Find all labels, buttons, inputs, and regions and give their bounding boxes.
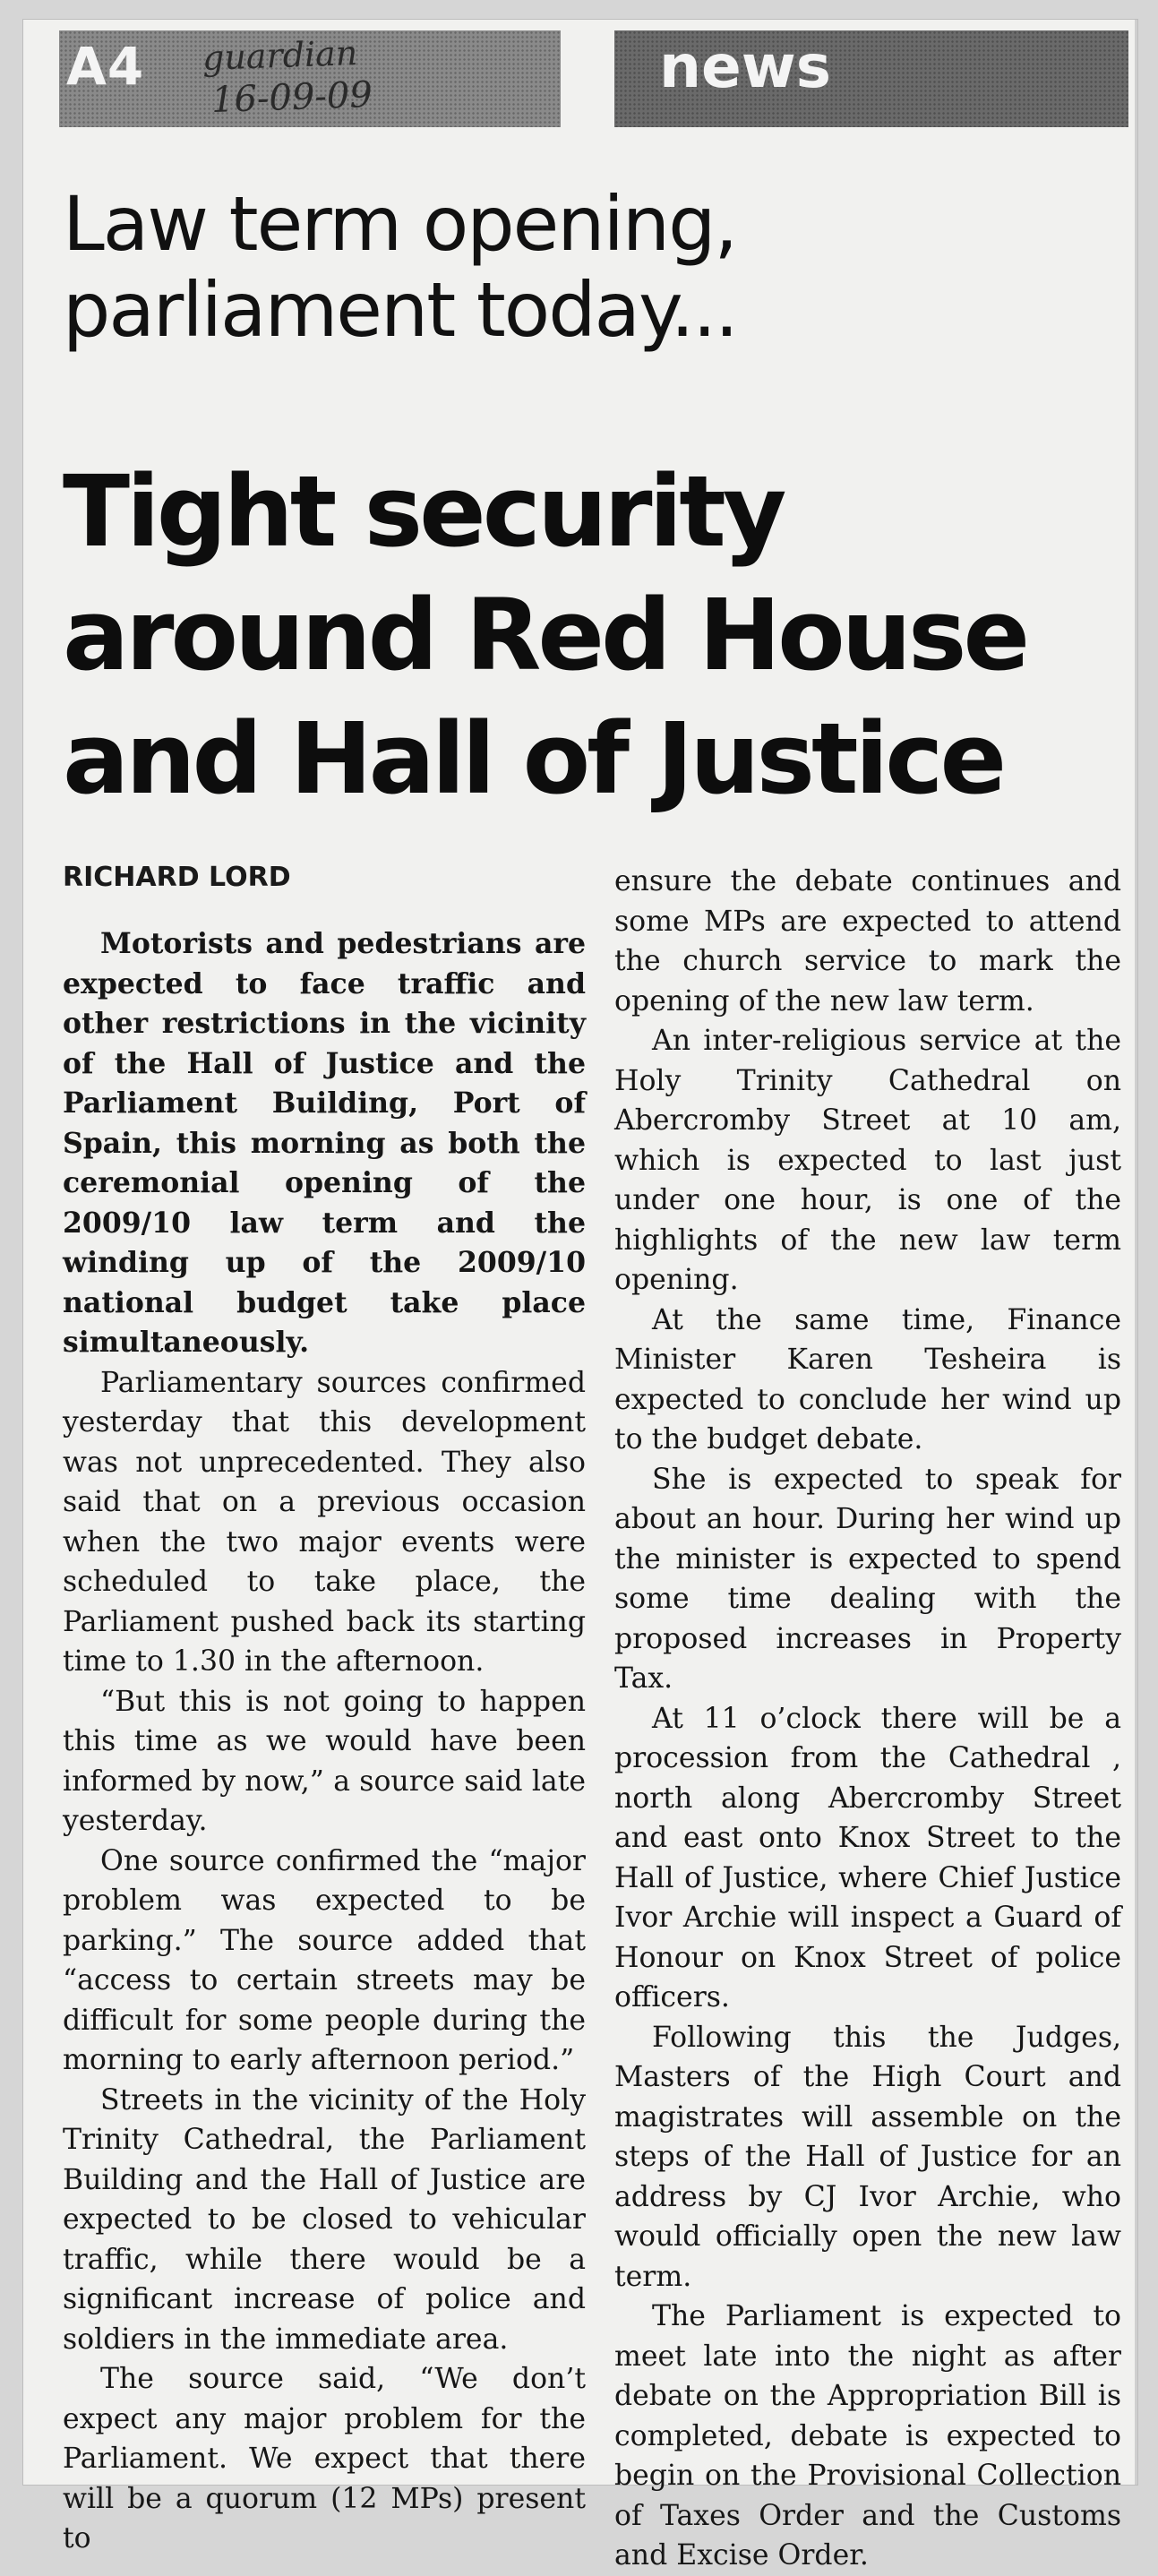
article-column-right <box>614 862 1121 2576</box>
body-paragraph: She is expected to speak for about an hour. During her wind up the minister is expected to spend some time dealing with the proposed increases in Property Tax. <box>614 1463 1121 1695</box>
body-paragraph: One source confirmed the “major problem was expected to be parking.” The source added that “access to certain streets may be difficult for some people during the morning to early afternoon period.” <box>63 1844 586 2076</box>
handwritten-date-note: 16-09-09 <box>210 73 373 122</box>
newspaper-clipping <box>23 20 1137 2572</box>
body-paragraph: The source said, “We don’t expect any major problem for the Parliament. We expect that there will be a quorum (12 MPs) present to <box>63 2363 586 2555</box>
body-paragraph: At 11 o’clock there will be a procession from the Cathedral , north along Abercromby Street and east onto Knox Street to the Hall of Justice, where Chief Justice Ivor Archie will inspect a Guard of Honour on Knox Street of police officers. <box>614 1702 1121 2014</box>
handwritten-source-note: guardian <box>202 32 358 79</box>
kicker-headline: Law term opening, parliament today... <box>63 180 737 354</box>
continued-paragraph: ensure the debate continues and some MPs are expected to attend the church service to mark the opening of the new law term. <box>614 865 1121 1018</box>
section-label: news <box>659 32 832 101</box>
body-paragraph: At the same time, Finance Minister Karen Tesheira is expected to conclude her wind up to the budget debate. <box>614 1303 1121 1455</box>
body-paragraph: An inter-religious service at the Holy Trinity Cathedral on Abercromby Street at 10 am, which is expected to last just under one hour, is one of the highlights of the new law term opening. <box>614 1025 1121 1296</box>
lead-paragraph: Motorists and pedestrians are expected to face traffic and other restrictions in the vicinity of the Hall of Justice and the Parliament Building, Port of Spain, this morning as both the ceremonial opening of the 2009/10 law term and the winding up of the 2009/10 national budget take place simultaneously. <box>63 927 586 1359</box>
body-paragraph: Parliamentary sources confirmed yesterday that this development was not unprecedented. They also said that on a previous occasion when the two major events were scheduled to take place, the Parliament pushed back its starting time to 1.30 in the afternoon. <box>63 1366 586 1678</box>
page-number: A4 <box>66 36 145 97</box>
body-paragraph: “But this is not going to happen this time as we would have been informed by now,” a source said late yesterday. <box>63 1685 586 1837</box>
clipping-edge <box>1135 20 1137 2485</box>
body-paragraph: Following this the Judges, Masters of the High Court and magistrates will assemble on the steps of the Hall of Justice for an address by CJ Ivor Archie, who would officially open the new law term. <box>614 2021 1121 2293</box>
main-headline: Tight security around Red House and Hall of Justice <box>63 454 1027 816</box>
article-column-left <box>63 924 586 2559</box>
byline: RICHARD LORD <box>63 862 291 893</box>
body-paragraph: Streets in the vicinity of the Holy Trinity Cathedral, the Parliament Building and the Hall of Justice are expected to be closed to vehicular traffic, while there would be a significant increase of police and soldiers in the immediate area. <box>63 2083 586 2356</box>
body-paragraph: The Parliament is expected to meet late into the night as after debate on the Appropriation Bill is completed, debate is expected to begin on the Provisional Collection of Taxes Order and the Customs and Excise Order. <box>614 2300 1121 2572</box>
